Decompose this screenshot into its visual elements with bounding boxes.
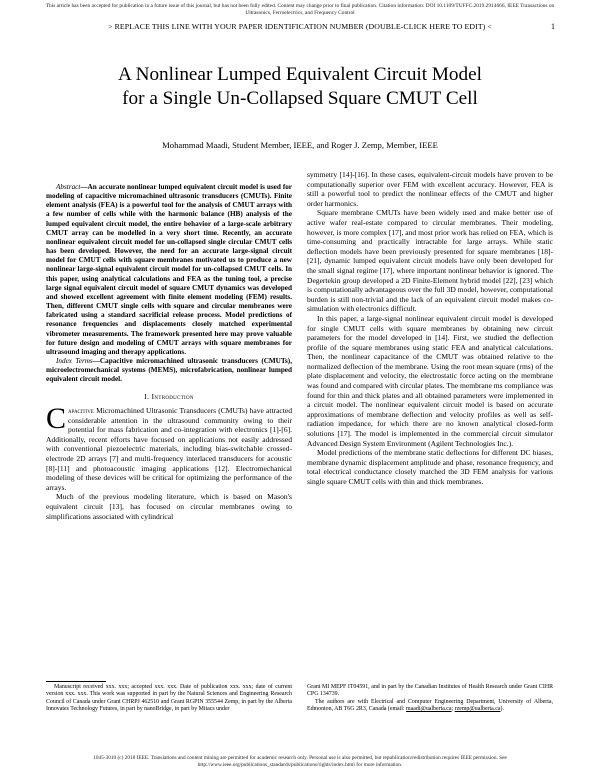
publication-notice: This article has been accepted for publication in a future issue of this journal, but has not been fully edited. Content may change prior to final publication. Citation information: DOI 10.1109/TUFFC.2019.2914666, IEEE Transactions on Ultrasonics, Ferroelectrics, and Frequency Control xyxy=(45,3,555,17)
footnote-left xyxy=(46,684,292,713)
right-paragraph-4: Model predictions of the membrane static deflections for different DC biases, membrane dynamic displacement amplitude and phase, resonance frequency, and total electrical conductance closely matched the 3D FEM analysis for various single square CMUT cells with thin and thick membranes. xyxy=(307,448,553,486)
author-line: Mohammad Maadi, Student Member, IEEE, and Roger J. Zemp, Member, IEEE xyxy=(162,140,438,150)
intro-paragraph-2: Much of the previous modeling literature, which is based on Mason's equivalent circuit [13], has focused on circular membranes owing to simplifications associated with cylindrical xyxy=(46,492,292,521)
right-column xyxy=(307,170,553,487)
left-column xyxy=(46,183,292,521)
index-terms xyxy=(46,357,292,384)
funding-footnote: Grant MI MEPF IT04591, and in part by the Canadian Institutes of Health Research under Grant CIHR CPG 134739. xyxy=(307,684,553,698)
title-line-1: A Nonlinear Lumped Equivalent Circuit Model xyxy=(118,64,482,85)
copyright-footer: 1045-3010 (c) 2018 IEEE. Translations and content mining are permitted for academic research only. Personal use is also permitted, but republication/redistribution requires IEEE permission. See http://www.ieee.org/publications_standards/publications/rights/index.html for more information. xyxy=(93,755,507,768)
email-link-zemp[interactable]: rzemp@ualberta.ca xyxy=(454,705,501,712)
abstract xyxy=(46,183,292,357)
right-paragraph-3: In this paper, a large-signal nonlinear equivalent circuit model is developed for single CMUT cells with square membranes by obtaining new circuit parameters for the model developed in [14]. First, we studied the deflection profile of the square membranes using static FEA and analytical calculations. Then, the nonlinear capacitance of the CMUT was obtained relative to the normalized deflection of the membrane. Using the root mean square (rms) of the plate displacement and velocity, the electrostatic force acting on the membrane was found and compared with circular plates. The membrane ms compliance was found for thin and thick plates and all obtained parameters were implemented in a circuit model. The nonlinear equivalent circuit model is based on accurate approximations of membrane deflection and velocity profiles as well as self-radiation impedance, for which there are no known analytical closed-form solutions [17]. The model is implemented in the commercial circuit simulator Advanced Design System Environment (Agilent Technologies Inc.). xyxy=(307,313,553,448)
affiliation-text: The authors are with Electrical and Computer Engineering Department, University of Alberta, Edmonton, AB T6G 2R3, Canada (email: xyxy=(307,698,553,712)
manuscript-footnote: Manuscript received xxx. xxx; accepted xxx. xxx. Date of publication xxx. xxx; date of current version xxx. xxx. This work was supported in part by the Natural Sciences and Engineering Research Council of Canada under Grant CHRPJ 462510 and Grant RGPIN 355544 Zemp, in part by the Alberta Innovates Technology Futures, in part by nanoBridge, in part by Mitacs under xyxy=(46,684,292,712)
intro-first-word: apacitive xyxy=(68,406,94,416)
email-link-maadi[interactable]: maadi@ualberta.ca xyxy=(406,705,452,712)
section-heading-introduction: I. Introduction xyxy=(144,392,194,402)
index-terms-text: —Capacitive micromachined ultrasonic transducers (CMUTs), microelectromechanical systems (MEMS), microfabrication, nonlinear lumped equivalent circuit model. xyxy=(46,356,292,384)
drop-cap: C xyxy=(46,402,67,436)
email-separator: ; xyxy=(451,705,455,712)
index-terms-lead: Index Terms xyxy=(56,356,93,365)
intro-p1-text: Micromachined Ultrasonic Transducers (CMUTs) have attracted considerable attention in the ultrasound community owing to their potential for mass fabrication and co-integration with electronics [1]-[6]. Additionally, recent efforts have focused on applications not easily addressed with conventional piezoelectric materials, including bias-switchable crossed-electrode 2D arrays [7] and multi-frequency interlaced transducers for acoustic [8]-[11] and photoacoustic imaging applications [12]. Electromechanical modeling of these devices will be critical for optimizing the performance of the arrays. xyxy=(46,406,292,492)
abstract-lead: Abstract xyxy=(56,183,81,191)
page-number: 1 xyxy=(551,22,555,31)
footnote-right xyxy=(307,684,553,713)
title-line-2: for a Single Un-Collapsed Square CMUT Cell xyxy=(122,88,478,109)
affiliation-footnote xyxy=(307,699,553,714)
footnote-divider xyxy=(46,681,106,682)
running-head: > REPLACE THIS LINE WITH YOUR PAPER IDENTIFICATION NUMBER (DOUBLE-CLICK HERE TO EDIT) < xyxy=(108,22,492,31)
abstract-text: —An accurate nonlinear lumped equivalent circuit model is used for modeling of capacitive micromachined ultrasonic transducers (CMUTs). Finite element analysis (FEA) is a powerful tool for the analysis of CMUT arrays with a few number of cells while with the harmonic balance (HB) analysis of the lumped equivalent circuit model, the entire behavior of a large-scale arbitrary CMUT array can be modelled in a very short time. Recently, an accurate nonlinear equivalent circuit model for un-collapsed single circular CMUT cells has been developed. However, the need for an accurate large-signal circuit model for CMUT cells with square membranes motivated us to produce a new nonlinear large-signal equivalent circuit model for un-collapsed CMUT cells. In this paper, using analytical calculations and FEA as the tuning tool, a precise large signal equivalent circuit model of square CMUT dynamics was developed and showed excellent agreement with finite element modeling (FEM) results. Then, different CMUT single cells with square and circular membranes were fabricated using a standard sacrificial release process. Model predictions of resonance frequencies and displacements closely matched experimental vibrometer measurements. The framework presented here may prove valuable for future design and modeling of CMUT arrays with square membranes for ultrasound imaging and therapy applications. xyxy=(46,183,292,356)
intro-paragraph-1 xyxy=(46,402,292,492)
right-paragraph-2: Square membrane CMUTs have been widely used and make better use of active wafer real-estate compared to circular membranes. Their modeling, however, is more complex [17], and most prior work has relied on FEA, which is time-consuming and practically intractable for large arrays. While static deflection models have been previously presented for square membranes [18]-[21], dynamic lumped equivalent circuit models have only been developed for the small signal regime [17], where important nonlinear behavior is ignored. The Degertekin group developed a 2D Finite-Element hybrid model [22], [23] which is computationally advantageous over the full 3D model, however, computational burden is still non-trivial and the lack of an equivalent circuit model makes co-simulation with electronics difficult. xyxy=(307,208,553,314)
affiliation-close: ). xyxy=(500,705,504,712)
right-paragraph-1: symmetry [14]-[16]. In these cases, equivalent-circuit models have proven to be computationally superior over FEM with excellent accuracy. However, FEA is still a powerful tool to predict the nonlinear effects of the CMUT and higher order harmonics. xyxy=(307,170,553,208)
paper-title xyxy=(40,63,560,111)
